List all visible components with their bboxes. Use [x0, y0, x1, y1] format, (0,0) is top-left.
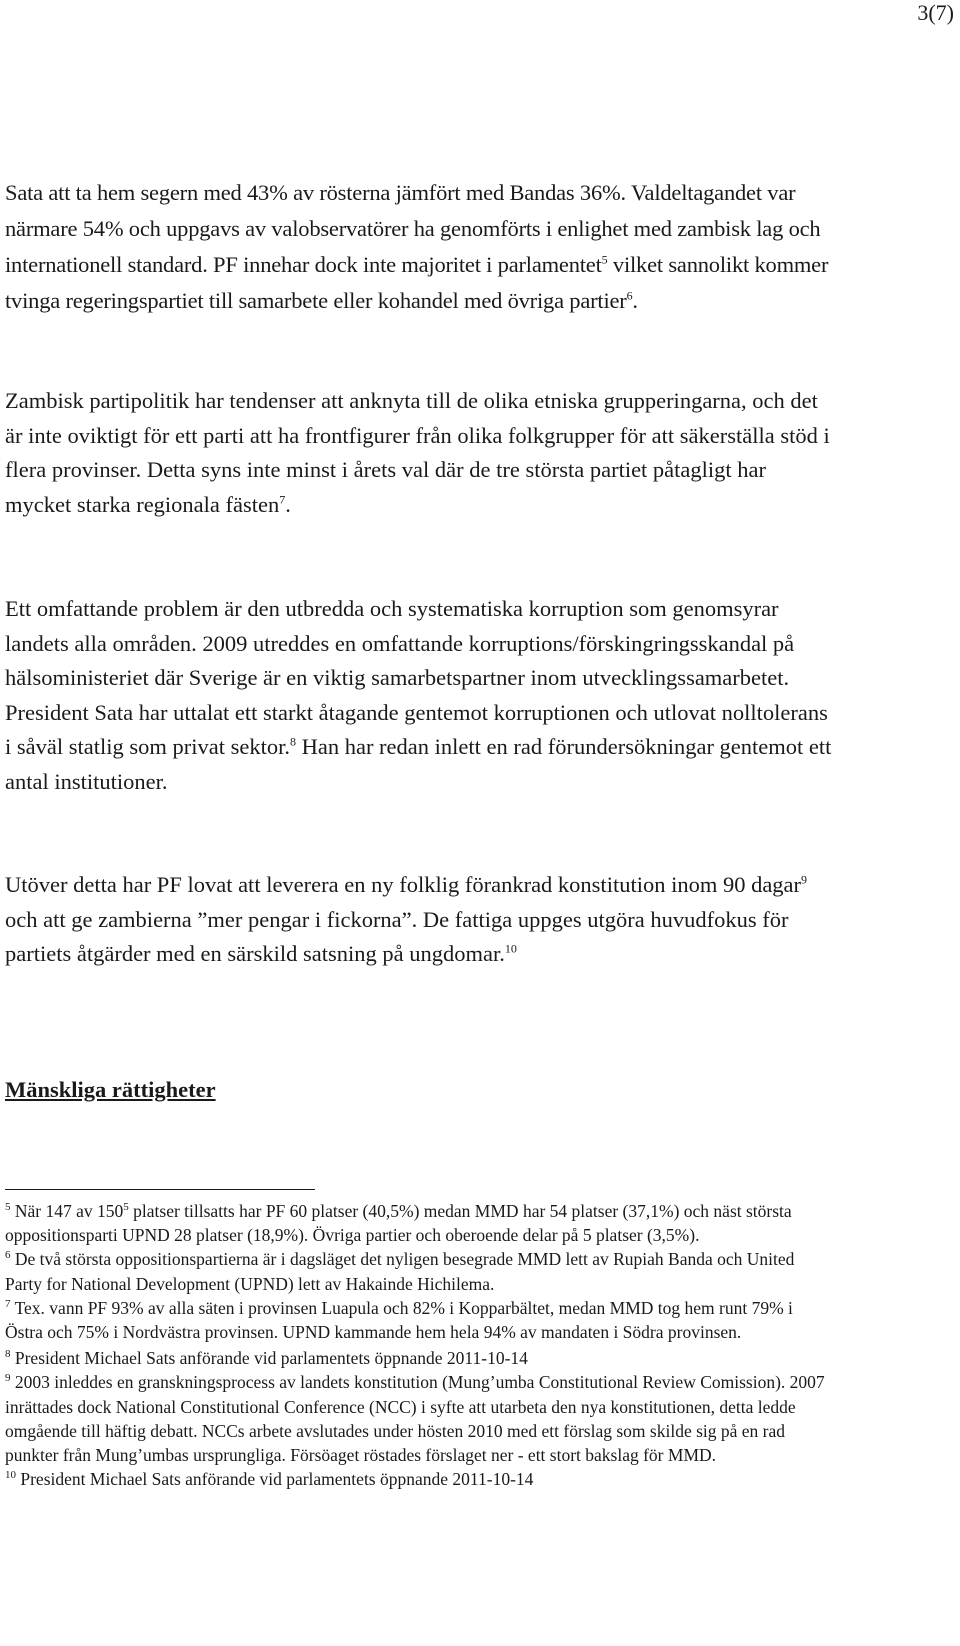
footnote-10: $^{10}$ President Michael Sats anförande vid parlamentets öppnande 2011-10-14 — [5, 1469, 534, 1490]
body-paragraph: Zambisk partipolitik har tendenser att anknyta till de olika etniska grupperingarna, och det är inte oviktigt för ett parti att ha frontfigurer från olika folkgrupper för att säkerställa stöd i flera provinser. Detta syns inte minst i årets val där de tre största partiet påtagligt har mycket starka regionala fästen$^7$. — [5, 388, 830, 517]
footnote-number: 7 — [5, 1297, 11, 1310]
footnote-ref[interactable]: 8 — [289, 734, 296, 749]
footnote-number: 10 — [5, 1469, 16, 1482]
footnote-ref: 5 — [123, 1201, 129, 1214]
footnote-number: 5 — [5, 1201, 11, 1214]
footnote-8: $^8$ President Michael Sats anförande vid parlamentets öppnande 2011-10-14 — [5, 1348, 528, 1369]
footnote-ref[interactable]: 9 — [801, 872, 808, 887]
body-paragraph: Utöver detta har PF lovat att leverera en ny folklig förankrad konstitution inom 90 dagar$^9$ och att ge zambierna ”mer pengar i fickorna”. De fattiga uppges utgöra huvudfokus för partiets åtgärder med en särskild satsning på ungdomar.$^{10}$ — [5, 872, 808, 966]
footnote-ref[interactable]: 6 — [626, 288, 633, 303]
body-paragraph: Sata att ta hem segern med 43% av rösterna jämfört med Bandas 36%. Valdeltagandet var närmare 54% och uppgavs av valobservatörer ha genomförts i enlighet med zambisk lag och internationell standard. PF innehar dock inte majoritet i parlamentet$^5$ vilket sannolikt kommer tvinga regeringspartiet till samarbete eller kohandel med övriga partier$^6$. — [5, 180, 829, 313]
footnote-number: 6 — [5, 1249, 11, 1262]
page-number: 3(7) — [917, 0, 954, 25]
body-paragraph: Ett omfattande problem är den utbredda och systematiska korruption som genomsyrar landets alla områden. 2009 utreddes en omfattande korruptions/förskingringsskandal på hälsoministeriet där Sverige är en viktig samarbetspartner inom utvecklingssamarbetet. President Sata har uttalat ett starkt åtagande gentemot korruptionen och utlovat nolltolerans i såväl statlig som privat sektor.$^8$ Han har redan inlett en rad förundersökningar gentemot ett antal institutioner. — [5, 596, 832, 794]
footnote-ref[interactable]: 10 — [504, 941, 517, 956]
footnote-7: $^7$ Tex. vann PF 93% av alla säten i provinsen Luapula och 82% i Kopparbältet, medan MMD tog hem runt 79% i Östra och 75% i Nordvästra provinsen. UPND kammande hem hela 94% av mandaten i Södra provinsen. — [5, 1297, 793, 1343]
footnote-ref[interactable]: 7 — [279, 492, 286, 506]
footnote-number: 9 — [5, 1372, 11, 1385]
section-heading: Mänskliga rättigheter — [5, 1077, 216, 1102]
footnote-6: $^6$ De två största oppositionspartierna är i dagsläget det nyligen besegrade MMD lett av Rupiah Banda och United Party for National Development (UPND) lett av Hakainde Hichilema. — [5, 1249, 795, 1294]
footnotes — [5, 1199, 835, 1491]
footnote-number: 8 — [5, 1348, 11, 1361]
footnote-ref[interactable]: 5 — [601, 252, 608, 267]
footnote-9: $^9$ 2003 inleddes en granskningsprocess av landets konstitution (Mung’umba Constitutional Review Comission). 2007 inrättades dock National Constitutional Conference (NCC) i syfte att utarbeta den nya konstitutionen, detta ledde omgående till häftig debatt. NCCs arbete avslutades under hösten 2010 med ett förslag som skilde sig på en rad punkter från Mung’umbas ursprungliga. Försöaget röstades förslaget ner - ett stort bakslag för MMD. — [5, 1372, 825, 1466]
footnote-separator — [5, 1189, 315, 1190]
footnote-5: $^5$ När 147 av $150^5$ platser tillsatts har PF 60 platser (40,5%) medan MMD har 54 platser (37,1%) och näst största oppositionsparti UPND 28 platser (18,9%). Övriga partier och oberoende delar på 5 platser (3,5%). — [5, 1201, 792, 1246]
